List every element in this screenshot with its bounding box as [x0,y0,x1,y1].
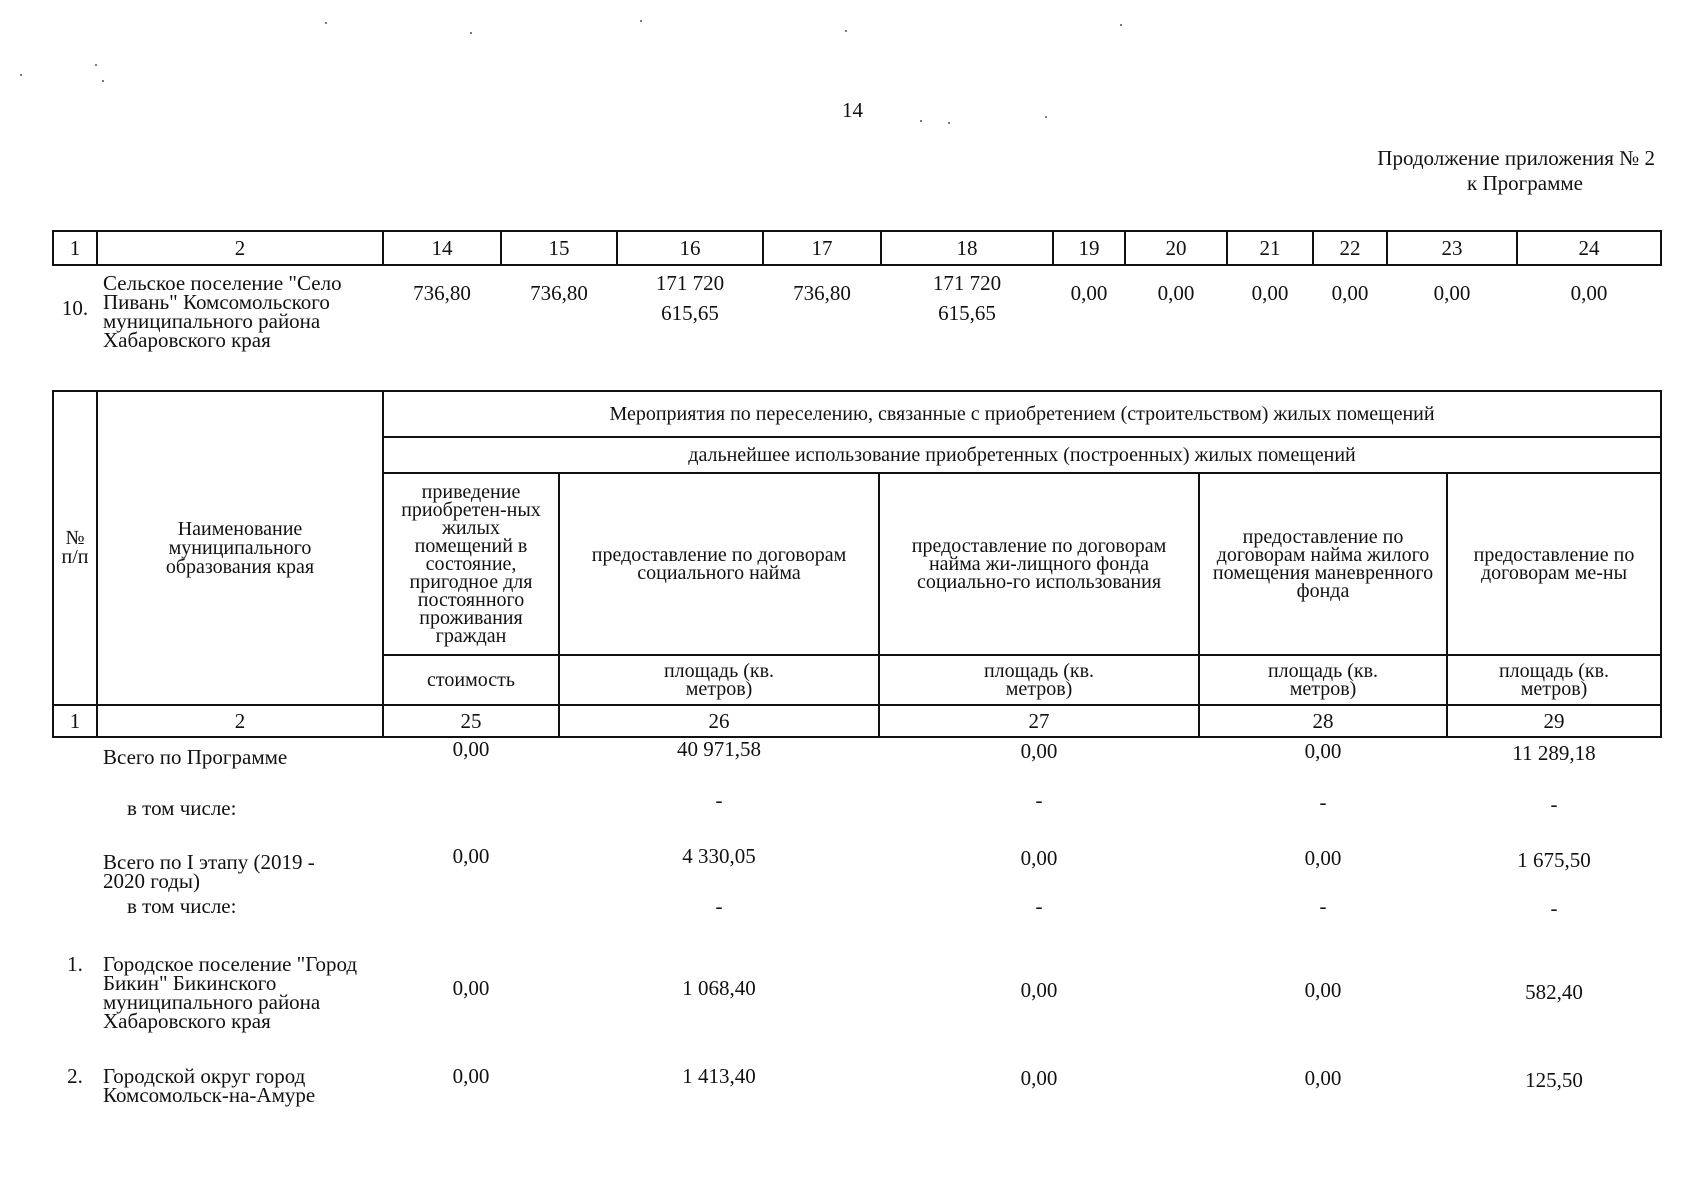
scan-speck [20,74,22,76]
row-name: Сельское поселение "Село Пивань" Комсомольского муниципального района Хабаровского края [103,271,342,352]
cell-15: 736,80 [530,281,588,305]
header-further-use: дальнейшее использование приобретенных (построенных) жилых помещений [383,437,1661,473]
col-number: 15 [501,231,617,265]
table-row [53,737,1661,789]
unit-c27: площадь (кв. метров) [879,655,1199,705]
cell-29: 1 675,50 [1517,848,1591,872]
row-label: в том числе: [127,796,237,820]
cell-17: 736,80 [793,281,851,305]
row-index: 1. [67,952,83,976]
scan-speck [470,32,472,34]
cell-18-line1: 171 720 [932,271,1002,295]
cell-20: 0,00 [1157,281,1195,305]
cell-25: 0,00 [452,976,490,1000]
scan-speck [640,20,642,22]
scan-speck [845,30,847,32]
col-number: 1 [53,705,97,737]
row-index [53,897,97,955]
cell-28: 0,00 [1304,978,1342,1002]
cell-28: 0,00 [1304,739,1342,763]
cell-25: 0,00 [452,844,490,868]
cell-27: 0,00 [1020,978,1058,1002]
table-resettlement-measures [52,390,1662,1119]
row-label: в том числе: [127,894,237,918]
unit-c25: стоимость [383,655,559,705]
appendix-line-1: Продолжение приложения № 2 [1377,146,1655,170]
header-row-1 [53,391,1661,437]
scan-speck [102,80,104,82]
cell-21: 0,00 [1251,281,1289,305]
table-row [53,789,1661,841]
cell-26: 40 971,58 [677,737,761,761]
cell-25 [383,897,559,955]
table-row [53,955,1661,1067]
table-row [53,841,1661,897]
cell-28: 0,00 [1304,1066,1342,1090]
row-label: Всего по I этапу (2019 - 2020 годы) [103,850,315,893]
table-row [53,265,1661,350]
row-index [53,789,97,841]
header-c26: предоставление по договорам социального найма [559,473,879,655]
col-number: 20 [1125,231,1227,265]
cell-25 [383,789,559,841]
header-c29: предоставление по договорам ме-ны [1447,473,1661,655]
header-measures: Мероприятия по переселению, связанные с приобретением (строительством) жилых помещений [383,391,1661,437]
cell-27: - [1035,788,1043,812]
header-number: № п/п [53,391,97,705]
cell-23: 0,00 [1433,281,1471,305]
col-number: 2 [97,705,383,737]
col-number: 28 [1199,705,1447,737]
col-number: 2 [97,231,383,265]
unit-c26: площадь (кв. метров) [559,655,879,705]
cell-24: 0,00 [1570,281,1608,305]
row-index [53,841,97,897]
cell-27: 0,00 [1020,1066,1058,1090]
cell-19: 0,00 [1070,281,1108,305]
cell-16-line1: 171 720 [655,271,725,295]
header-c28: предоставление по договорам найма жилого помещения маневренного фонда [1199,473,1447,655]
cell-26: 1 068,40 [682,976,756,1000]
table-row [53,1067,1661,1119]
scan-speck [1120,24,1122,26]
scan-speck [1045,116,1047,118]
header-c25: приведение приобретен-ных жилых помещений в состояние, пригодное для постоянного проживания граждан [383,473,559,655]
header-name: Наименование муниципального образования края [97,391,383,705]
row-label: Городское поселение "Город Бикин" Бикинского муниципального района Хабаровского края [103,952,358,1033]
cell-26: 4 330,05 [682,844,756,868]
col-number: 25 [383,705,559,737]
row-label: Городской округ город Комсомольск-на-Амуре [103,1064,316,1107]
page-number: 14 [842,98,863,122]
cell-26: 1 413,40 [682,1064,756,1088]
cell-16 [617,265,763,350]
col-number: 27 [879,705,1199,737]
row-index: 10. [61,295,89,320]
cell-27: 0,00 [1020,739,1058,763]
cell-28: - [1319,790,1327,814]
cell-14: 736,80 [413,281,471,305]
table1-column-numbers [53,231,1661,265]
scan-speck [325,22,327,24]
appendix-caption [1377,146,1655,196]
row-label: Всего по Программе [103,745,288,769]
col-number: 26 [559,705,879,737]
cell-29: 582,40 [1525,980,1583,1004]
col-number: 24 [1517,231,1661,265]
cell-18-line2: 615,65 [938,301,996,325]
cell-29: 11 289,18 [1512,741,1596,765]
col-number: 1 [53,231,97,265]
unit-c29: площадь (кв. метров) [1447,655,1661,705]
cell-28: 0,00 [1304,846,1342,870]
row-index: 2. [67,1064,83,1088]
unit-c28: площадь (кв. метров) [1199,655,1447,705]
col-number: 23 [1387,231,1517,265]
cell-27: 0,00 [1020,846,1058,870]
table2-column-numbers [53,705,1661,737]
cell-27: - [1035,894,1043,918]
cell-29: 125,50 [1525,1068,1583,1092]
col-number: 21 [1227,231,1313,265]
row-index [53,737,97,789]
col-number: 14 [383,231,501,265]
col-number: 17 [763,231,881,265]
scan-speck [920,120,922,122]
cell-29: - [1550,792,1558,816]
cell-26: - [715,788,723,812]
table-row [53,897,1661,955]
col-number: 16 [617,231,763,265]
col-number: 22 [1313,231,1387,265]
appendix-line-2: к Программе [1467,171,1583,195]
cell-25: 0,00 [452,737,490,761]
cell-26: - [715,894,723,918]
col-number: 19 [1053,231,1125,265]
col-number: 29 [1447,705,1661,737]
col-number: 18 [881,231,1053,265]
cell-28: - [1319,894,1327,918]
cell-22: 0,00 [1331,281,1369,305]
scan-speck [948,122,950,124]
header-c27: предоставление по договорам найма жи-лищного фонда социально-го использования [879,473,1199,655]
cell-18 [881,265,1053,350]
cell-25: 0,00 [452,1064,490,1088]
cell-16-line2: 615,65 [661,301,719,325]
cell-29: - [1550,896,1558,920]
table-continuation [52,230,1662,350]
scan-speck [95,64,97,66]
